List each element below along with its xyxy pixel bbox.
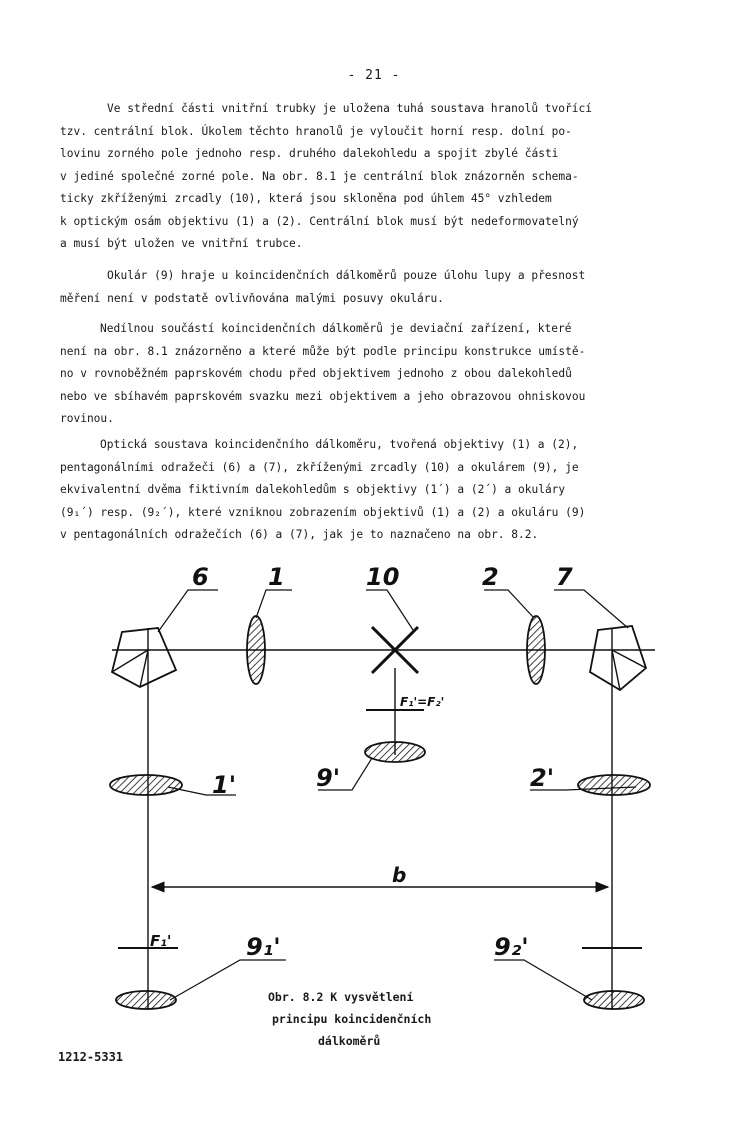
text-line: Optická soustava koincidenčního dálkoměru, tvořená objektivy (1) a (2), [100, 438, 579, 451]
caption-line: dálkoměrů [318, 1034, 381, 1048]
label-7: 7 [556, 563, 573, 591]
label-f1-prime: F₁' [150, 932, 172, 950]
label-6: 6 [192, 563, 209, 591]
label-2-prime: 2' [530, 764, 555, 792]
figure-caption [268, 986, 488, 1052]
caption-line: principu koincidenčních [272, 1012, 432, 1026]
text-line: (9₁´) resp. (9₂´), které vzniknou zobrazením objektivů (1) a (2) a okuláru (9) [60, 505, 586, 519]
label-9-1-prime: 9₁' [246, 933, 281, 961]
text-line: není na obr. 8.1 znázorněno a které může být podle principu konstrukce umístě- [60, 344, 586, 358]
lens-2 [527, 616, 545, 684]
label-9-2-prime: 9₂' [494, 933, 529, 961]
eyepiece-9-2-prime [584, 991, 644, 1009]
page-number: - 21 - [347, 68, 401, 83]
label-10: 10 [366, 563, 400, 591]
text-line: měření není v podstatě ovlivňována malými posuvy okuláru. [60, 291, 444, 305]
label-1: 1 [268, 563, 285, 591]
document-id: 1212-5331 [58, 1050, 124, 1064]
text-line: k optickým osám objektivu (1) a (2). Centrální blok musí být nedeformovatelný [60, 214, 579, 228]
eyepiece-9-prime [365, 742, 425, 762]
text-line: v jediné společné zorné pole. Na obr. 8.1 je centrální blok znázorněn schema- [60, 169, 579, 183]
text-line: ticky zkříženými zrcadly (10), která jsou skloněna pod úhlem 45° vzhledem [60, 192, 552, 205]
eyepiece-9-1-prime [116, 991, 176, 1009]
caption-line: Obr. 8.2 K vysvětlení [268, 990, 414, 1004]
label-2: 2 [482, 563, 499, 591]
text-line: Ve střední části vnitřní trubky je uložena tuhá soustava hranolů tvořící [107, 102, 592, 115]
text-line: pentagonálními odražeči (6) a (7), zkříženými zrcadly (10) a okulárem (9), je [60, 460, 579, 474]
text-line: a musí být uložen ve vnitřní trubce. [60, 237, 303, 250]
label-b: b [392, 863, 407, 887]
text-line: Okulár (9) hraje u koincidenčních dálkoměrů pouze úlohu lupy a přesnost [107, 269, 586, 282]
label-focal-points: F₁'=F₂' [400, 695, 445, 709]
label-1-prime: 1' [212, 771, 237, 799]
label-9-prime: 9' [316, 764, 341, 792]
lens-1-prime [110, 775, 182, 795]
lens-1 [247, 616, 265, 684]
lens-2-prime [578, 775, 650, 795]
reflector-7-inner [612, 650, 646, 690]
text-line: no v rovnoběžném paprskovém chodu před objektivem jednoho z obou dalekohledů [60, 367, 572, 380]
text-line: nebo ve sbíhavém paprskovém svazku mezi objektivem a jeho obrazovou ohniskovou [60, 389, 586, 403]
text-line: tzv. centrální blok. Úkolem těchto hranolů je vyloučit horní resp. dolní po- [60, 124, 572, 138]
text-line: Nedílnou součástí koincidenčních dálkoměrů je deviační zařízení, které [100, 322, 572, 335]
text-line: lovinu zorného pole jednoho resp. druhého dalekohledu a spojit zbylé části [60, 147, 559, 160]
pentagonal-reflector-6 [112, 628, 176, 687]
text-line: v pentagonálních odražečích (6) a (7), jak je to naznačeno na obr. 8.2. [60, 528, 539, 541]
text-line: rovinou. [60, 412, 114, 425]
text-line: ekvivalentní dvěma fiktivním dalekohledům s objektivy (1´) a (2´) a okuláry [60, 483, 566, 496]
